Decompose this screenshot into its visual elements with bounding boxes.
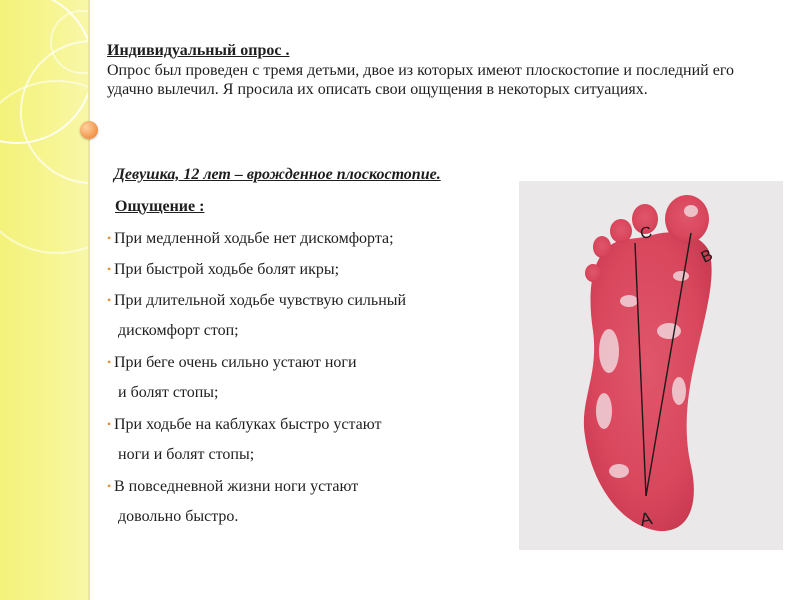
list-item-continuation: и болят стопы; xyxy=(118,384,219,401)
list-item-continuation: ноги и болят стопы; xyxy=(118,446,255,463)
list-item-continuation: довольно быстро. xyxy=(118,508,239,525)
list-item: • При ходьбе на каблуках быстро устают xyxy=(107,416,382,433)
sensation-list xyxy=(107,229,406,539)
label-c: C xyxy=(638,223,654,244)
bullet-icon: • xyxy=(107,417,112,431)
big-toe-print xyxy=(665,195,709,243)
bullet-icon: • xyxy=(107,479,112,493)
toe-print xyxy=(593,236,611,258)
sensation-label: Ощущение : xyxy=(115,198,205,215)
label-b: B xyxy=(698,246,716,267)
footprint-illustration xyxy=(519,181,783,550)
bullet-icon: • xyxy=(107,262,112,276)
decorative-side-panel xyxy=(0,0,88,600)
decorative-ring xyxy=(0,80,88,254)
bullet-icon: • xyxy=(107,355,112,369)
list-item: • При длительной ходьбе чувствую сильный xyxy=(107,292,407,309)
slide-title: Индивидуальный опрос . xyxy=(107,42,290,59)
list-item: • При беге очень сильно устают ноги xyxy=(107,354,357,371)
decorative-dot xyxy=(80,121,98,139)
side-divider xyxy=(88,0,90,600)
footprint-photo xyxy=(519,181,783,550)
toe-print xyxy=(585,264,601,282)
toe-print xyxy=(610,219,632,243)
intro-text: Опрос был проведен с тремя детьми, двое из которых имеют плоскостопие и последний его удачно вылечил. Я просила их описать свои ощущения в некоторых ситуациях. xyxy=(107,61,734,98)
bullet-icon: • xyxy=(107,293,112,307)
label-a: A xyxy=(638,507,654,531)
slide-header xyxy=(107,41,767,100)
case-subtitle: Девушка, 12 лет – врожденное плоскостопие. xyxy=(114,166,441,183)
list-item: • При медленной ходьбе нет дискомфорта; xyxy=(107,230,394,247)
list-item: • В повседневной жизни ноги устают xyxy=(107,478,359,495)
list-item-continuation: дискомфорт стоп; xyxy=(118,322,239,339)
list-item: • При быстрой ходьбе болят икры; xyxy=(107,261,340,278)
bullet-icon: • xyxy=(107,231,112,245)
